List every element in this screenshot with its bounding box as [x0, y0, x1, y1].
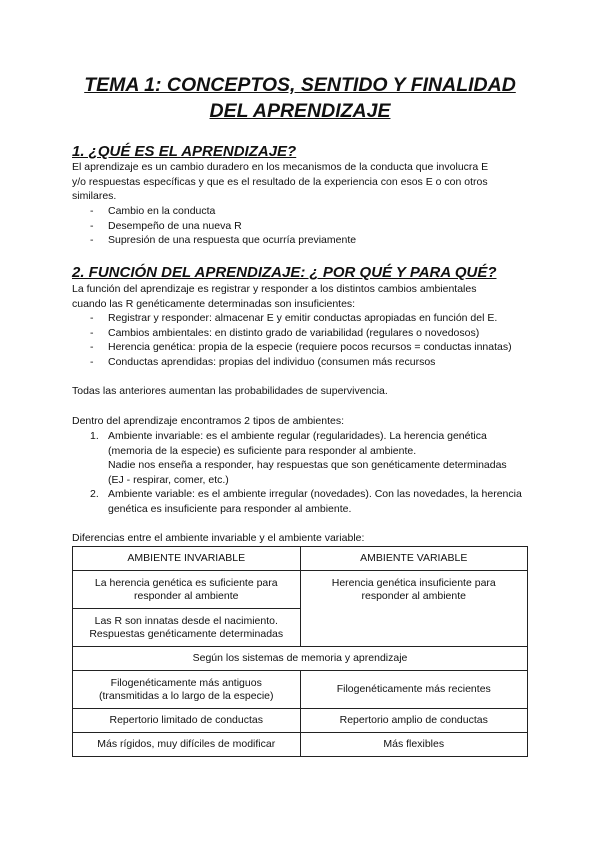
- dash-marker: -: [90, 326, 94, 339]
- paragraph-line: similares.: [72, 190, 117, 202]
- environments-intro: Dentro del aprendizaje encontramos 2 tipos de ambientes:: [72, 415, 344, 427]
- list-item: - Supresión de una respuesta que ocurría previamente: [90, 234, 357, 246]
- table-cell: Según los sistemas de memoria y aprendizaje: [73, 647, 528, 671]
- table-row: [73, 671, 528, 709]
- dash-marker: -: [90, 355, 94, 368]
- paragraph-line: La función del aprendizaje es registrar y responder a los distintos cambios ambientales: [72, 283, 477, 295]
- paragraph-line: y/o respuestas específicas y que es el resultado de la experiencia con esos E o con otros: [72, 175, 488, 188]
- dash-marker: -: [90, 312, 94, 324]
- list-item: - Cambio en la conducta: [90, 205, 216, 217]
- table-cell: Filogenéticamente más antiguos (transmitidas a lo largo de la especie): [73, 671, 301, 709]
- table-cell: Repertorio amplio de conductas: [300, 709, 528, 733]
- header-invariable: AMBIENTE INVARIABLE: [73, 547, 301, 571]
- header-variable: AMBIENTE VARIABLE: [300, 547, 528, 571]
- dash-marker: -: [90, 205, 94, 217]
- numbered-item: 1. Ambiente invariable: es el ambiente regular (regularidades). La herencia genética (memoria de la especie) es suficiente para responder al ambiente. Nadie nos enseña a responder, hay respuestas que son genéticamente determinadas (EJ - respirar, comer, etc.): [90, 430, 507, 486]
- title-line-2: DEL APRENDIZAJE: [209, 100, 391, 122]
- dash-marker: -: [90, 234, 94, 246]
- section-2-heading: 2. FUNCIÓN DEL APRENDIZAJE: ¿ POR QUÉ Y PARA QUÉ?: [72, 264, 497, 281]
- title-line-1: TEMA 1: CONCEPTOS, SENTIDO Y FINALIDAD: [84, 74, 516, 96]
- environments-numbered-list: [90, 429, 523, 516]
- list-item: - Cambios ambientales: en distinto grado de variabilidad (regulares o novedosos): [90, 326, 480, 339]
- dash-marker: -: [90, 219, 94, 232]
- paragraph-line: El aprendizaje es un cambio duradero en los mecanismos de la conducta que involucra E: [72, 161, 489, 173]
- table-cell: Las R son innatas desde el nacimiento. Respuestas genéticamente determinadas: [73, 609, 301, 647]
- list-item: - Herencia genética: propia de la especie (requiere pocos recursos = conductas innatas): [90, 341, 512, 353]
- table-cell: Más rígidos, muy difíciles de modificar: [73, 733, 301, 757]
- paragraph-line: cuando las R genéticamente determinadas son insuficientes:: [72, 297, 356, 310]
- item-number: 1.: [90, 430, 99, 442]
- list-item: - Registrar y responder: almacenar E y emitir conductas apropiadas en función del E.: [90, 312, 498, 324]
- table-cell: Repertorio limitado de conductas: [73, 709, 301, 733]
- table-span-row: [73, 647, 528, 671]
- section-2-paragraph: [72, 282, 532, 311]
- section-1-bullet-list: [90, 204, 356, 248]
- table-row: [73, 709, 528, 733]
- list-item: - Desempeño de una nueva R: [90, 219, 242, 232]
- item-number: 2.: [90, 488, 99, 500]
- list-item: - Conductas aprendidas: propias del individuo (consumen más recursos: [90, 355, 436, 368]
- table-row: [73, 733, 528, 757]
- table-header-row: [73, 547, 528, 571]
- table-cell: Filogenéticamente más recientes: [300, 671, 528, 709]
- page-title: [60, 72, 540, 124]
- table-caption: Diferencias entre el ambiente invariable y el ambiente variable:: [72, 532, 365, 544]
- section-2-bullet-list: [90, 311, 518, 369]
- section-1-paragraph: [72, 160, 532, 204]
- numbered-item: 2. Ambiente variable: es el ambiente irregular (novedades). Con las novedades, la herencia genética es insuficiente para responder al ambiente.: [90, 488, 522, 515]
- table-cell: La herencia genética es suficiente para responder al ambiente: [73, 571, 301, 609]
- table-cell: Herencia genética insuficiente para responder al ambiente: [300, 571, 528, 647]
- comparison-table: [72, 546, 528, 757]
- table-row: [73, 571, 528, 609]
- section-1-heading: 1. ¿QUÉ ES EL APRENDIZAJE?: [72, 143, 297, 160]
- table-cell: Más flexibles: [300, 733, 528, 757]
- summary-text: Todas las anteriores aumentan las probabilidades de supervivencia.: [72, 385, 388, 397]
- dash-marker: -: [90, 341, 94, 353]
